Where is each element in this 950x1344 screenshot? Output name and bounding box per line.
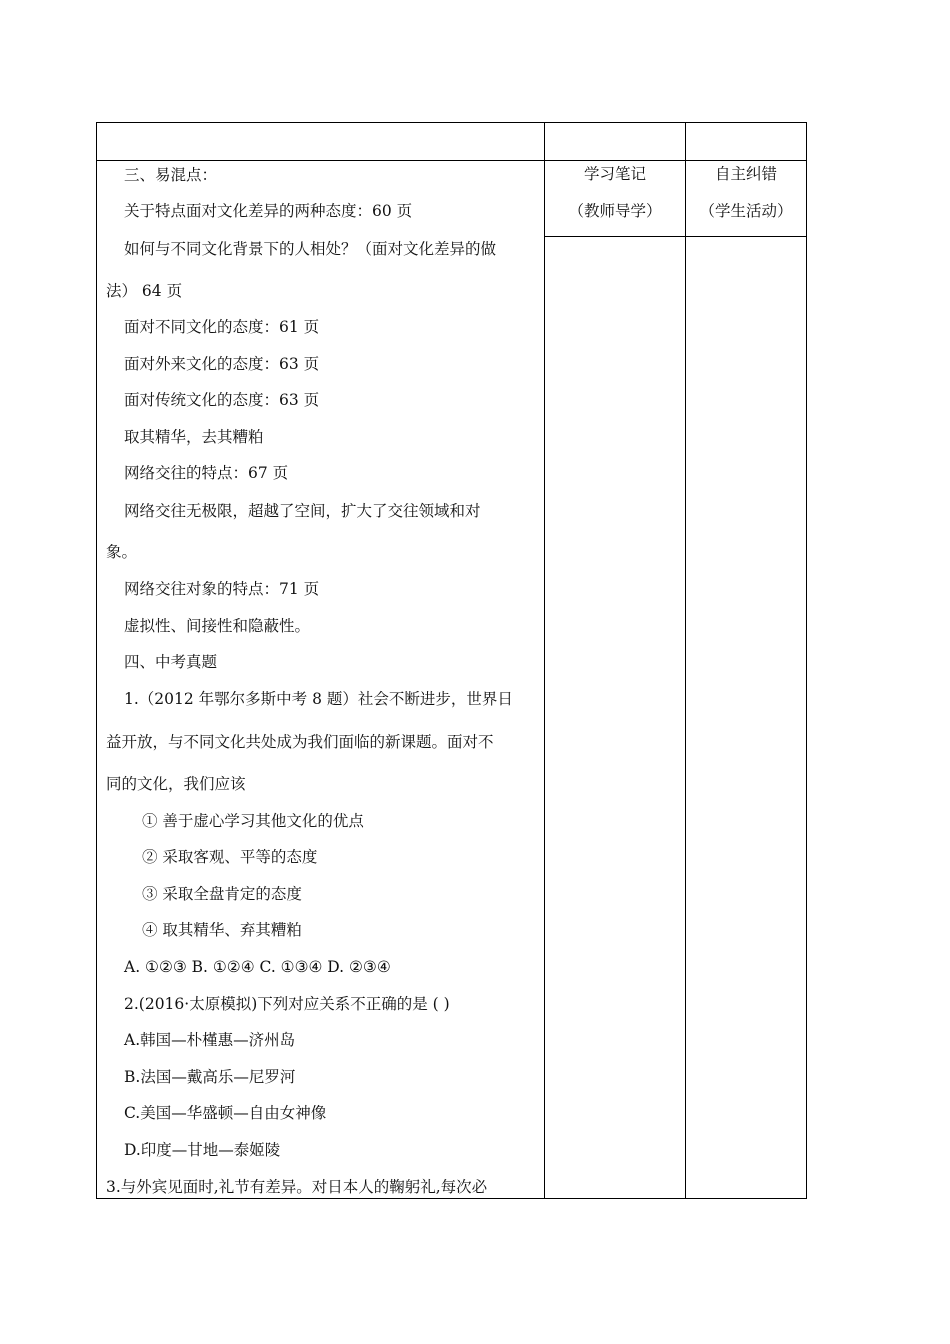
question-2-option: D.印度—甘地—泰姬陵	[124, 1141, 281, 1159]
question-2-option: C.美国—华盛顿—自由女神像	[124, 1104, 327, 1122]
table-left-border	[96, 122, 97, 1199]
question-2-option: A.韩国—朴槿惠—济州岛	[124, 1031, 296, 1049]
side-header-divider	[544, 236, 807, 237]
content-line: 如何与不同文化背景下的人相处？（面对文化差异的做	[124, 240, 497, 258]
content-line: 面对传统文化的态度：63 页	[124, 391, 320, 409]
correction-column-subtitle: （学生活动）	[699, 202, 793, 220]
question-1-stem: 益开放，与不同文化共处成为我们面临的新课题。面对不	[106, 733, 494, 751]
question-1-options: A. ①②③ B. ①②④ C. ①③④ D. ②③④	[124, 958, 391, 976]
table-top-border	[96, 122, 807, 123]
section-heading-exam-questions: 四、中考真题	[124, 653, 218, 671]
notes-column-subtitle: （教师导学）	[568, 202, 662, 220]
content-line: 网络交往无极限，超越了空间，扩大了交往领域和对	[124, 502, 481, 520]
question-2-stem: 2.(2016·太原模拟)下列对应关系不正确的是 ( )	[124, 995, 450, 1013]
column-divider-1	[544, 122, 545, 1199]
question-1-item: ④ 取其精华、弃其糟粕	[142, 921, 302, 939]
question-1-stem: 1.（2012 年鄂尔多斯中考 8 题）社会不断进步，世界日	[124, 690, 513, 708]
content-line: 面对外来文化的态度：63 页	[124, 355, 320, 373]
question-1-stem: 同的文化，我们应该	[106, 775, 246, 793]
content-line: 法） 64 页	[106, 282, 183, 300]
notes-column-title: 学习笔记	[583, 165, 646, 183]
column-divider-2	[685, 122, 686, 1199]
table-right-border	[806, 122, 807, 1199]
content-line: 虚拟性、间接性和隐蔽性。	[124, 617, 311, 635]
content-line: 象。	[106, 543, 138, 561]
content-line: 关于特点面对文化差异的两种态度：60 页	[124, 202, 413, 220]
question-1-item: ② 采取客观、平等的态度	[142, 848, 318, 866]
question-1-item: ③ 采取全盘肯定的态度	[142, 885, 302, 903]
content-line: 网络交往对象的特点：71 页	[124, 580, 320, 598]
content-line: 取其精华，去其糟粕	[124, 428, 264, 446]
question-3-stem: 3.与外宾见面时,礼节有差异。对日本人的鞠躬礼,每次必	[106, 1178, 488, 1196]
correction-column-title: 自主纠错	[714, 165, 777, 183]
question-1-item: ① 善于虚心学习其他文化的优点	[142, 812, 364, 830]
content-line: 面对不同文化的态度：61 页	[124, 318, 320, 336]
table-header-divider	[96, 160, 807, 161]
section-heading-confusing-points: 三、易混点：	[124, 166, 218, 184]
table-bottom-border	[96, 1198, 807, 1199]
content-line: 网络交往的特点：67 页	[124, 464, 289, 482]
question-2-option: B.法国—戴高乐—尼罗河	[124, 1068, 296, 1086]
